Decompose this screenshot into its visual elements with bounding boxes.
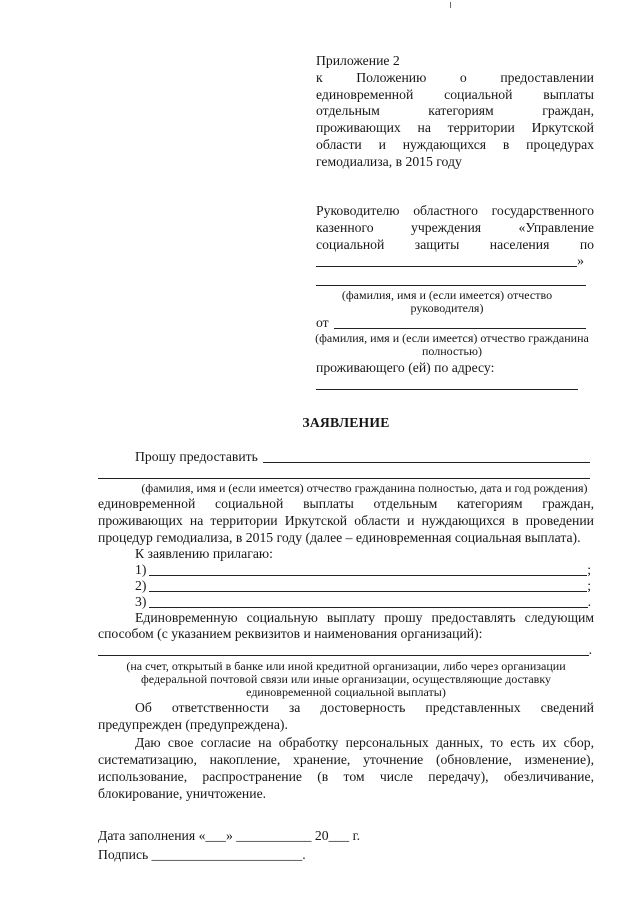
caption-line: (фамилия, имя и (если имеется) отчество гражданина полностью, дата и год рождения)	[141, 481, 588, 495]
applicant-details-caption	[135, 482, 594, 495]
attachments-label: К заявлению прилагаю:	[135, 546, 273, 561]
from-label: от	[316, 315, 329, 330]
applicant-name-blank	[334, 318, 586, 329]
caption-line: (фамилия, имя и (если имеется) отчество гражданина	[315, 331, 589, 345]
appendix-header	[316, 53, 594, 171]
appendix-text-line: к Положению о предоставлении	[316, 69, 594, 85]
appendix-title: Приложение 2	[316, 53, 400, 68]
applicant-full-name-blank	[263, 452, 590, 463]
request-text-line: проживающих на территории Иркутской области и нуждающихся в проведении	[98, 512, 594, 528]
appendix-text-line: гемодиализа, в 2015 году	[316, 153, 462, 169]
attachment-blank	[149, 565, 587, 576]
addressee-line: казенного учреждения «Управление	[316, 219, 594, 235]
attachment-blank	[149, 581, 587, 592]
appendix-text-line: проживающих на территории Иркутской	[316, 120, 594, 136]
appendix-text-line: области и нуждающихся в процедурах	[316, 136, 594, 152]
request-row	[135, 449, 590, 466]
closing-quote: »	[577, 253, 584, 268]
consent-line: использование, распространение (в том числе передачу), обезличивание,	[98, 768, 594, 784]
statement-title: ЗАЯВЛЕНИЕ	[302, 415, 390, 430]
attachment-row	[135, 562, 591, 579]
applicant-from-row	[316, 315, 586, 332]
caption-line: полностью)	[422, 344, 482, 358]
consent-line: блокирование, уничтожение.	[98, 785, 267, 801]
attachment-row	[135, 594, 591, 611]
agency-name-blank	[316, 256, 577, 267]
request-label: Прошу предоставить	[135, 449, 258, 464]
addressee-line: Руководителю областного государственного	[316, 203, 594, 218]
request-text-line: процедур гемодиализа, в 2015 году (далее – единовременная социальная выплата).	[98, 529, 581, 545]
payment-method-row	[98, 642, 592, 659]
fill-date-line: Дата заполнения «___» ___________ 20___ г.	[98, 828, 361, 843]
attachment-end: ;	[587, 562, 591, 577]
applicant-name-caption	[313, 332, 591, 358]
responsibility-line: Об ответственности за достоверность представленных сведений	[135, 700, 594, 715]
addressee-block	[316, 203, 594, 253]
caption-line: руководителя)	[410, 301, 484, 315]
request-text-line: единовременной социальной выплаты отдельным категориям граждан,	[98, 496, 594, 511]
addressee-line: социальной защиты населения по	[316, 236, 594, 252]
appendix-text-line: единовременной социальной выплаты	[316, 86, 594, 102]
attachment-number: 2)	[135, 578, 147, 593]
head-name-blank	[316, 285, 586, 286]
consent-text	[98, 752, 594, 802]
attachment-row	[135, 578, 591, 595]
responsibility-line: предупрежден (предупреждена).	[98, 717, 288, 732]
caption-line: (на счет, открытый в банке или иной кредитной организации, либо через организации	[126, 659, 566, 673]
head-name-caption	[308, 289, 586, 315]
attachment-end: ;	[587, 578, 591, 593]
request-text	[98, 496, 594, 546]
appendix-text-line: отдельным категориям граждан,	[316, 103, 594, 119]
signature-line: Подпись ______________________.	[98, 847, 306, 862]
attachment-blank	[149, 597, 587, 608]
consent-line: систематизацию, накопление, хранение, уточнение (обновление, изменение),	[98, 752, 594, 767]
applicant-details-blank	[98, 478, 590, 479]
address-blank	[316, 389, 578, 390]
attachment-end: .	[587, 594, 591, 609]
payment-method-caption	[98, 660, 594, 699]
consent-line: Даю свое согласие на обработку персональных данных, то есть их сбор,	[135, 735, 594, 750]
caption-line: (фамилия, имя и (если имеется) отчество	[341, 288, 553, 302]
payment-method-line: Единовременную социальную выплату прошу предоставлять следующим	[135, 610, 594, 625]
scan-artifact-mark	[450, 2, 451, 8]
attachment-number: 3)	[135, 594, 147, 609]
payment-method-blank	[98, 645, 589, 656]
payment-method-end: .	[588, 642, 592, 657]
attachment-number: 1)	[135, 562, 147, 577]
agency-name-row	[316, 253, 584, 270]
payment-method-line: способом (с указанием реквизитов и наименования организаций):	[98, 626, 483, 641]
caption-line: единовременной социальной выплаты)	[246, 685, 446, 699]
address-label: проживающего (ей) по адресу:	[316, 360, 495, 375]
caption-line: федеральной почтовой связи или иные организации, осуществляющие доставку	[141, 672, 551, 686]
